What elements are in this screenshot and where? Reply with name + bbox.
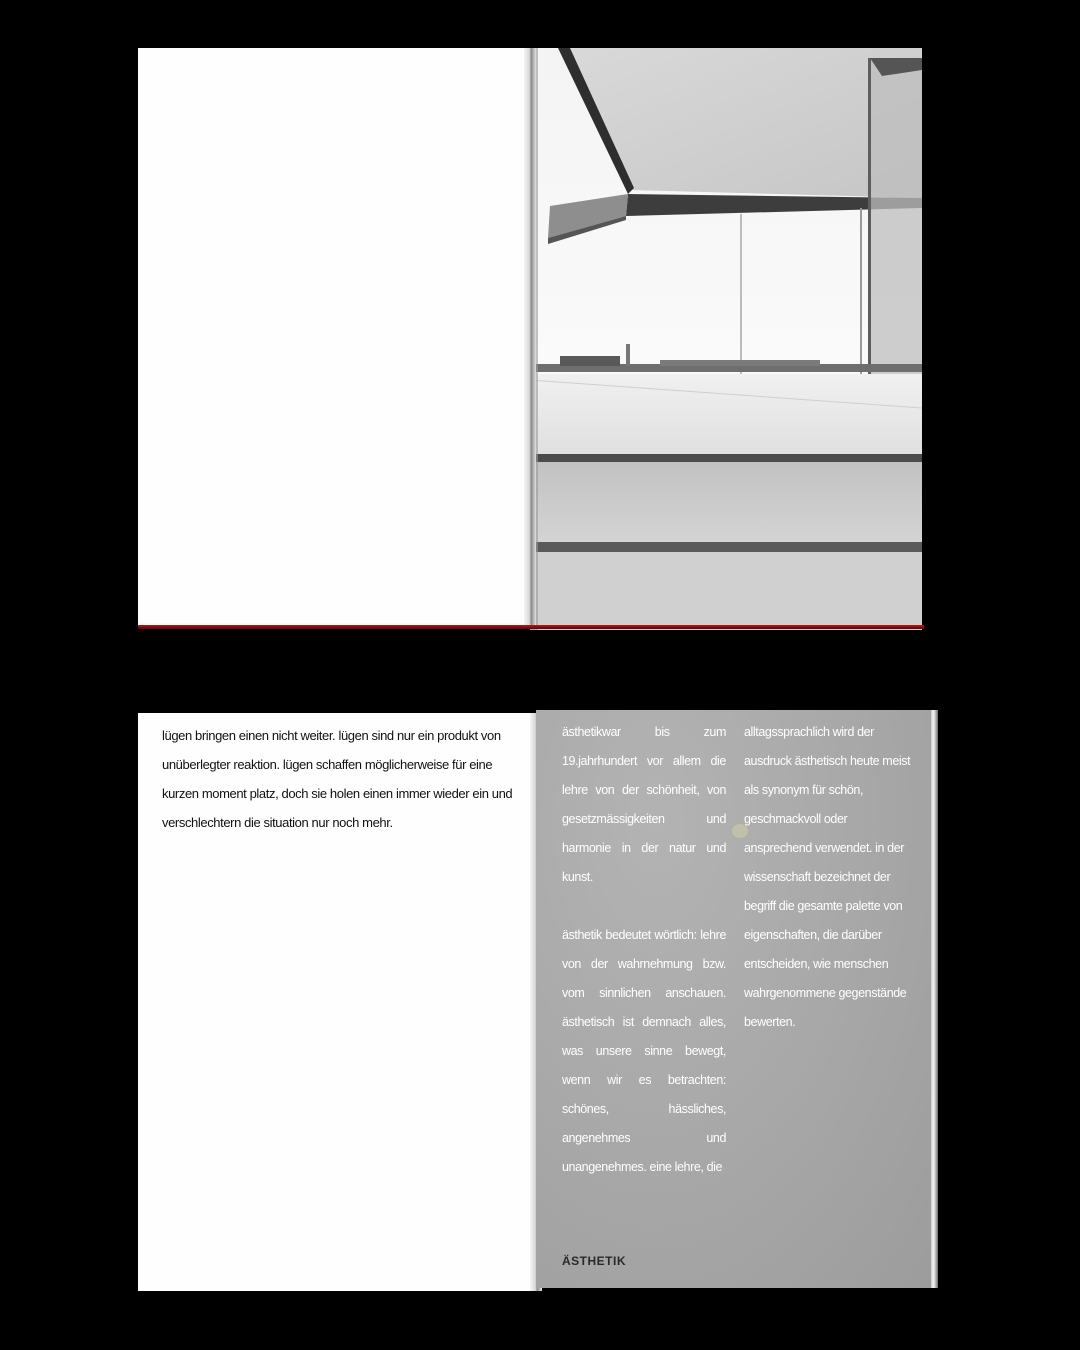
cover-edge xyxy=(138,625,924,629)
right-text-column xyxy=(744,718,914,1037)
left-text-column xyxy=(562,718,726,1182)
meaning-paragraph: ästhetik bedeutet wörtlich: lehre von der wahrnehmung bzw. vom sinnlichen anschauen. ästhetisch ist demnach alles, was unsere sinne bewegt, wenn wir es betrachten: schönes, hässliches, angenehmes und unangenehmes. eine lehre, die xyxy=(562,928,726,1174)
architecture-photo xyxy=(530,48,922,630)
page-footer-title: ÄSTHETIK xyxy=(562,1254,626,1268)
binding-gutter xyxy=(524,48,536,628)
bottom-spread xyxy=(138,710,938,1292)
paper-stain xyxy=(732,824,748,838)
aesthetics-page xyxy=(536,710,934,1288)
blank-page xyxy=(138,48,530,628)
lies-paragraph: lügen bringen einen nicht weiter. lügen sind nur ein produkt von unüberlegter reaktion. lügen schaffen möglicherweise für eine kurzen moment platz, doch sie holen einen immer wieder ein und verschlechtern die situation nur noch mehr. xyxy=(162,728,513,830)
text-page xyxy=(138,713,538,1291)
page-edge xyxy=(931,710,938,1288)
top-spread xyxy=(138,46,924,632)
definition-paragraph: ästhetikwar bis zum 19.jahrhundert vor allem die lehre von der schönheit, von gesetzmässigkeiten und harmonie in der natur und kunst. xyxy=(562,725,726,884)
usage-paragraph: alltagssprachlich wird der ausdruck ästhetisch heute meist als synonym für schön, geschmackvoll oder ansprechend verwendet. in der wissenschaft bezeichnet der begriff die gesamte palette von eigenschaften, die darüber entscheiden, wie menschen wahrgenommene gegenstände bewerten. xyxy=(744,725,911,1029)
architecture-photo-page xyxy=(530,48,922,630)
